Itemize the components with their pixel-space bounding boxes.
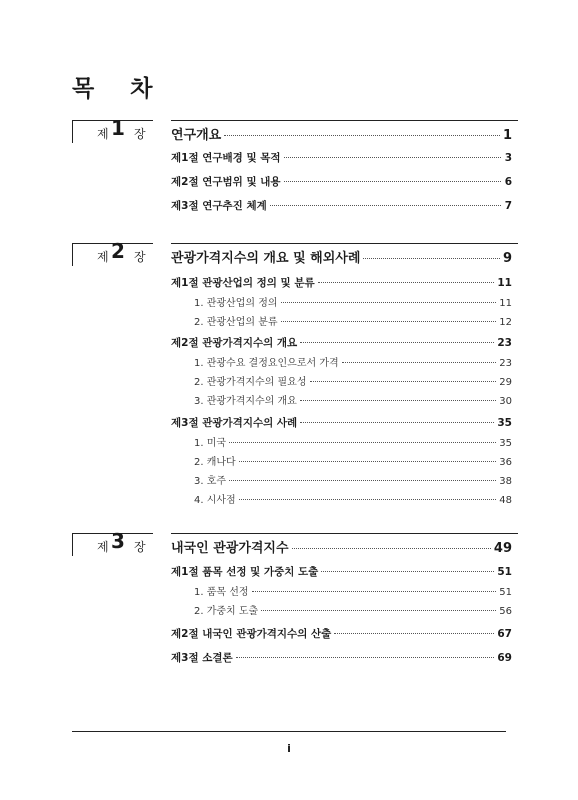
toc-chapter-entry[interactable] xyxy=(171,247,512,266)
dot-leader xyxy=(224,135,500,136)
entry-title: 1. 미국 xyxy=(194,438,227,449)
entry-title: 제2절 연구범위 및 내용 xyxy=(171,176,281,188)
entry-title: 제1절 연구배경 및 목적 xyxy=(171,152,281,164)
entry-title: 1. 품목 선정 xyxy=(194,587,249,598)
entry-page: 67 xyxy=(497,628,512,640)
entry-title: 2. 관광산업의 분류 xyxy=(194,317,278,328)
toc-subsection-entry[interactable] xyxy=(194,434,512,449)
footer-rule xyxy=(72,731,506,732)
entry-title: 2. 캐나다 xyxy=(194,457,236,468)
chapter-suffix: 장 xyxy=(134,540,146,554)
toc-subsection-entry[interactable] xyxy=(194,294,512,309)
chapter-number: 1 xyxy=(111,116,125,140)
entry-title: 4. 시사점 xyxy=(194,495,236,506)
dot-leader xyxy=(229,480,496,481)
chapter-number: 3 xyxy=(111,529,125,553)
entry-page: 51 xyxy=(497,566,512,578)
dot-leader xyxy=(252,591,497,592)
chapter-suffix: 장 xyxy=(134,127,146,141)
chapter-label xyxy=(72,529,153,556)
dot-leader xyxy=(318,282,495,283)
entry-page: 49 xyxy=(493,541,512,556)
toc-subsection-entry[interactable] xyxy=(194,313,512,328)
dot-leader xyxy=(342,362,497,363)
entry-page: 9 xyxy=(502,251,512,266)
dot-leader xyxy=(292,548,491,549)
dot-leader xyxy=(300,400,496,401)
entry-page: 1 xyxy=(502,128,512,143)
dot-leader xyxy=(284,157,501,158)
dot-leader xyxy=(239,461,497,462)
entry-title: 내국인 관광가격지수 xyxy=(171,541,289,556)
entry-page: 36 xyxy=(499,457,512,468)
toc-section-entry[interactable] xyxy=(171,275,512,290)
chapter-label xyxy=(72,116,153,143)
entry-page: 7 xyxy=(504,200,512,212)
toc-section-entry[interactable] xyxy=(171,335,512,350)
toc-subsection-entry[interactable] xyxy=(194,472,512,487)
entry-title: 관광가격지수의 개요 및 해외사례 xyxy=(171,251,361,266)
dot-leader xyxy=(321,571,494,572)
entry-page: 35 xyxy=(497,417,512,429)
entry-title: 2. 가중치 도출 xyxy=(194,606,259,617)
toc-section-entry[interactable] xyxy=(171,564,512,579)
dot-leader xyxy=(281,321,497,322)
page-title: 목 차 xyxy=(72,76,167,102)
entry-page: 3 xyxy=(504,152,512,164)
dot-leader xyxy=(300,342,494,343)
entry-page: 35 xyxy=(499,438,512,449)
entry-page: 23 xyxy=(499,358,512,369)
toc-section-entry[interactable] xyxy=(171,415,512,430)
entry-title: 1. 관광수요 결정요인으로서 가격 xyxy=(194,358,339,369)
entry-title: 제3절 관광가격지수의 사례 xyxy=(171,417,298,429)
dot-leader xyxy=(239,499,497,500)
dot-leader xyxy=(229,442,496,443)
toc-section-entry[interactable] xyxy=(171,150,512,165)
chapter-rule xyxy=(171,533,518,534)
dot-leader xyxy=(261,610,496,611)
toc-subsection-entry[interactable] xyxy=(194,602,512,617)
toc-section-entry[interactable] xyxy=(171,198,512,213)
entry-title: 제1절 품목 선정 및 가중치 도출 xyxy=(171,566,319,578)
toc-subsection-entry[interactable] xyxy=(194,453,512,468)
chapter-suffix: 장 xyxy=(134,250,146,264)
chapter-prefix: 제 xyxy=(97,250,109,264)
toc-subsection-entry[interactable] xyxy=(194,392,512,407)
entry-page: 30 xyxy=(499,396,512,407)
chapter-rule xyxy=(171,243,518,244)
entry-page: 11 xyxy=(499,298,512,309)
entry-page: 29 xyxy=(499,377,512,388)
chapter-prefix: 제 xyxy=(97,540,109,554)
entry-page: 12 xyxy=(499,317,512,328)
toc-subsection-entry[interactable] xyxy=(194,373,512,388)
dot-leader xyxy=(270,205,501,206)
entry-page: 51 xyxy=(499,587,512,598)
dot-leader xyxy=(334,633,494,634)
entry-title: 3. 관광가격지수의 개요 xyxy=(194,396,297,407)
chapter-rule xyxy=(171,120,518,121)
toc-section-entry[interactable] xyxy=(171,650,512,665)
chapter-number: 2 xyxy=(111,239,125,263)
entry-page: 11 xyxy=(497,277,512,289)
entry-title: 연구개요 xyxy=(171,128,222,143)
entry-title: 제3절 연구추진 체계 xyxy=(171,200,267,212)
dot-leader xyxy=(300,422,494,423)
entry-page: 69 xyxy=(497,652,512,664)
toc-chapter-entry[interactable] xyxy=(171,537,512,556)
entry-page: 23 xyxy=(497,337,512,349)
chapter-prefix: 제 xyxy=(97,127,109,141)
entry-title: 제2절 관광가격지수의 개요 xyxy=(171,337,298,349)
dot-leader xyxy=(284,181,501,182)
entry-page: 6 xyxy=(504,176,512,188)
page-number: i xyxy=(287,742,291,755)
entry-title: 제3절 소결론 xyxy=(171,652,233,664)
toc-section-entry[interactable] xyxy=(171,174,512,189)
dot-leader xyxy=(310,381,497,382)
toc-section-entry[interactable] xyxy=(171,626,512,641)
toc-subsection-entry[interactable] xyxy=(194,583,512,598)
toc-subsection-entry[interactable] xyxy=(194,491,512,506)
chapter-label xyxy=(72,239,153,266)
entry-title: 제1절 관광산업의 정의 및 분류 xyxy=(171,277,315,289)
dot-leader xyxy=(281,302,497,303)
toc-subsection-entry[interactable] xyxy=(194,354,512,369)
entry-page: 48 xyxy=(499,495,512,506)
dot-leader xyxy=(236,657,495,658)
entry-page: 56 xyxy=(499,606,512,617)
entry-page: 38 xyxy=(499,476,512,487)
entry-title: 3. 호주 xyxy=(194,476,227,487)
entry-title: 1. 관광산업의 정의 xyxy=(194,298,278,309)
entry-title: 2. 관광가격지수의 필요성 xyxy=(194,377,307,388)
toc-chapter-entry[interactable] xyxy=(171,124,512,143)
entry-title: 제2절 내국인 관광가격지수의 산출 xyxy=(171,628,332,640)
dot-leader xyxy=(363,258,500,259)
